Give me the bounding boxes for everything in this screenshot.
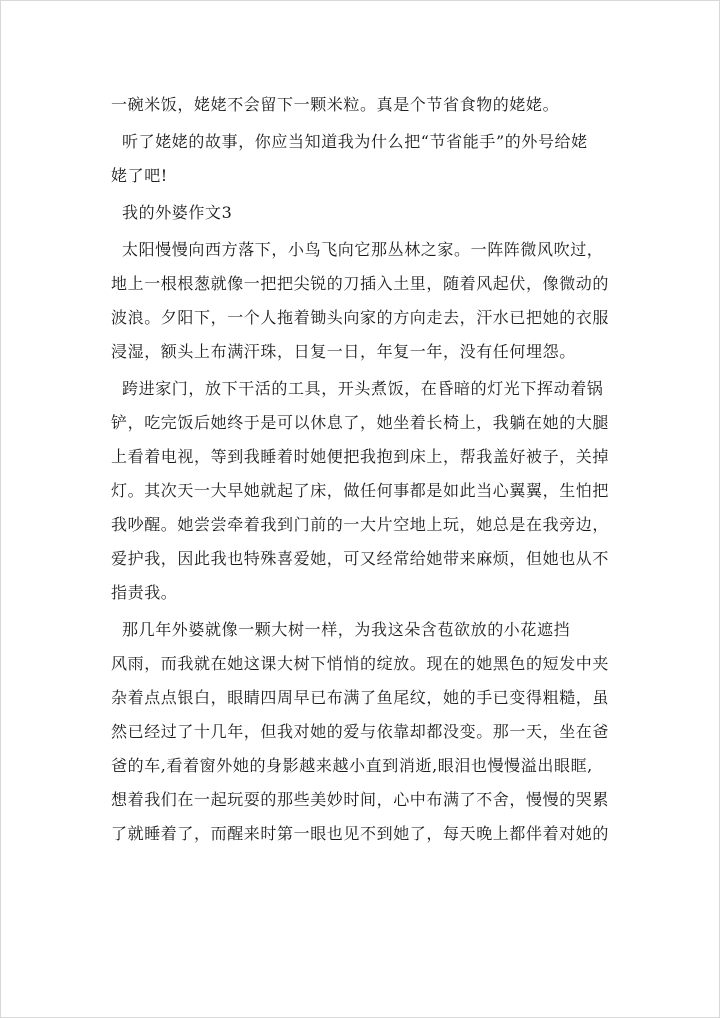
paragraph: [111, 372, 611, 610]
text-line: 指责我。: [111, 583, 178, 602]
text-line: 姥了吧!: [111, 166, 168, 185]
heading-line: 我的外婆作文3: [122, 203, 233, 222]
text-line: 想着我们在一起玩耍的那些美妙时间，心中布满了不舍，慢慢的哭累: [111, 790, 610, 809]
text-line: 然已经过了十几年，但我对她的爱与依靠却都没变。那一天，坐在爸: [111, 722, 610, 741]
paragraph: [111, 233, 611, 369]
paragraph: [111, 125, 611, 193]
text-line: 跨进家门，放下干活的工具，开头煮饭，在昏暗的灯光下挥动着锅: [122, 379, 604, 398]
text-line: 灯。其次天一大早她就起了床，做任何事都是如此当心翼翼，生怕把: [111, 481, 610, 500]
text-line: 波浪。夕阳下，一个人拖着锄头向家的方向走去，汗水已把她的衣服: [111, 308, 610, 327]
text-line: 那几年外婆就像一颗大树一样，为我这朵含苞欲放的小花遮挡: [122, 620, 571, 639]
text-line: 地上一根根葱就像一把把尖锐的刀插入土里，随着风起伏，像微动的: [111, 274, 610, 293]
text-line: 听了姥姥的故事，你应当知道我为什么把“节省能手”的外号给姥: [122, 132, 588, 151]
paragraph: [111, 613, 611, 851]
section-heading: [111, 196, 611, 230]
text-line: 太阳慢慢向西方落下，小鸟飞向它那丛林之家。一阵阵微风吹过，: [122, 240, 604, 259]
text-line: 我吵醒。她尝尝牵着我到门前的一大片空地上玩，她总是在我旁边，: [111, 515, 610, 534]
text-line: 了就睡着了，而醒来时第一眼也见不到她了，每天晚上都伴着对她的: [111, 824, 610, 843]
text-line: 一碗米饭，姥姥不会留下一颗米粒。真是个节省食物的姥姥。: [111, 95, 560, 114]
paragraph: [111, 88, 611, 122]
text-line: 爱护我，因此我也特殊喜爱她，可又经常给她带来麻烦，但她也从不: [111, 549, 610, 568]
text-line: 浸湿，额头上布满汗珠，日复一日，年复一年，没有任何埋怨。: [111, 342, 576, 361]
document-body: [111, 88, 611, 851]
text-line: 铲，吃完饭后她终于是可以休息了，她坐着长椅上，我躺在她的大腿: [111, 413, 610, 432]
text-line: 风雨，而我就在她这课大树下悄悄的绽放。现在的她黑色的短发中夹: [111, 654, 610, 673]
text-line: 杂着点点银白，眼睛四周早已布满了鱼尾纹，她的手已变得粗糙，虽: [111, 688, 610, 707]
text-line: 爸的车,看着窗外她的身影越来越小直到消逝,眼泪也慢慢溢出眼眶,: [111, 756, 593, 775]
text-line: 上看着电视，等到我睡着时她便把我抱到床上，帮我盖好被子，关掉: [111, 447, 610, 466]
